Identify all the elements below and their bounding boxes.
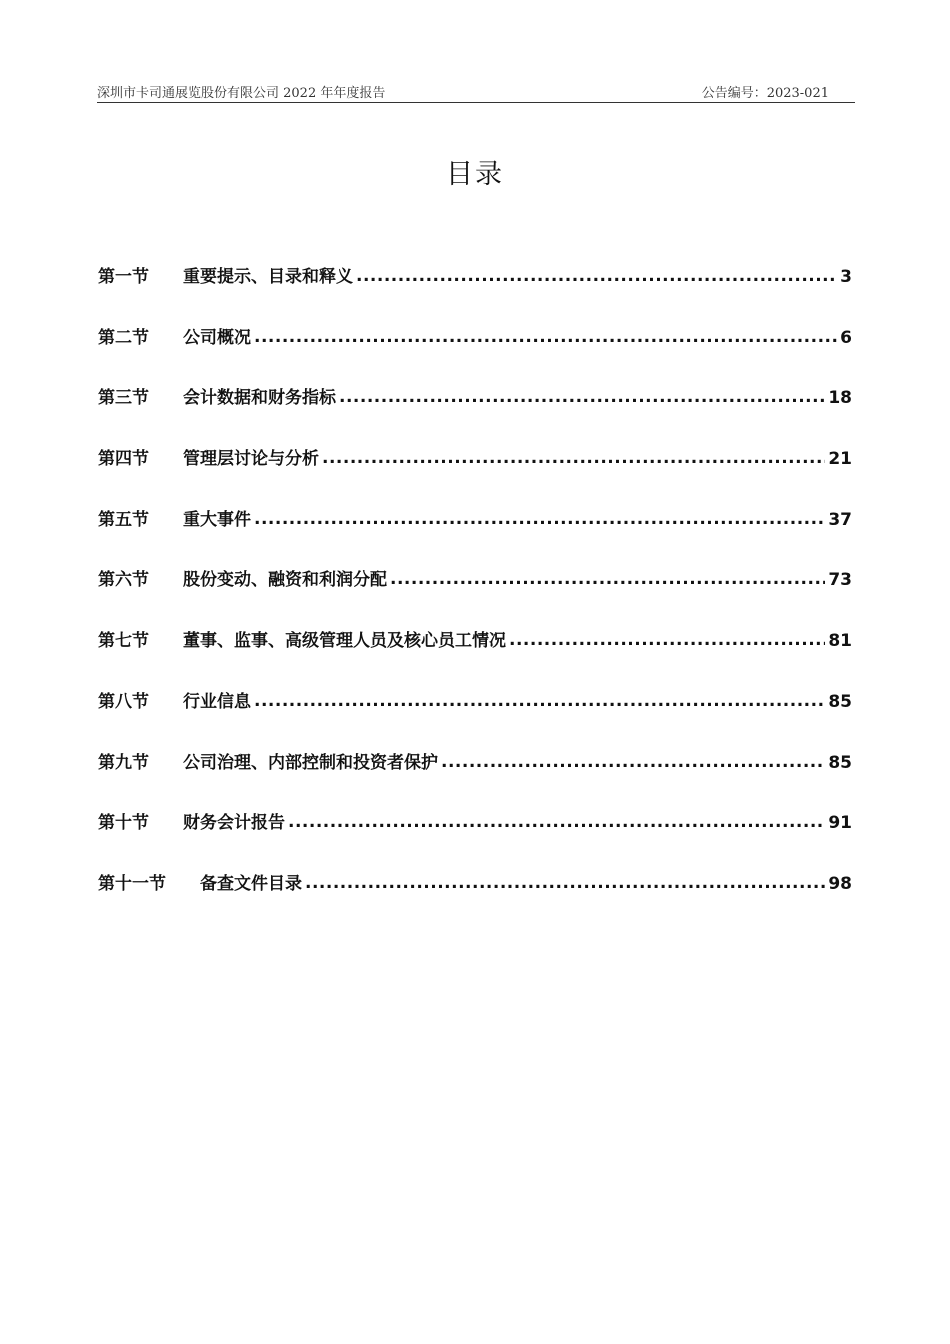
toc-dot-leader <box>441 752 825 772</box>
toc-list <box>98 262 852 930</box>
toc-section-number: 第二节 <box>98 327 149 348</box>
toc-section-number: 第四节 <box>98 449 149 470</box>
toc-entry-2[interactable] <box>98 323 852 384</box>
toc-section-number: 第九节 <box>98 752 149 773</box>
toc-section-number: 第八节 <box>98 691 149 712</box>
toc-section-label: 董事、监事、高级管理人员及核心员工情况 <box>183 631 506 652</box>
toc-section-label: 公司概况 <box>183 327 251 348</box>
toc-dot-leader <box>254 509 825 529</box>
toc-section-label: 管理层讨论与分析 <box>183 449 319 470</box>
toc-section-label: 行业信息 <box>183 691 251 712</box>
header-announcement-number: 公告编号：2023-021 <box>701 86 829 101</box>
toc-entry-1[interactable] <box>98 262 852 323</box>
toc-section-label: 重要提示、目录和释义 <box>183 267 353 287</box>
toc-entry-11[interactable] <box>98 869 852 930</box>
toc-page-number: 81 <box>828 631 852 652</box>
toc-section-number: 第一节 <box>98 267 149 287</box>
toc-entry-3[interactable] <box>98 383 852 444</box>
page-header <box>97 80 855 103</box>
toc-dot-leader <box>254 691 825 711</box>
toc-dot-leader <box>288 812 825 832</box>
toc-page-number: 6 <box>840 327 852 348</box>
toc-dot-leader <box>390 569 825 589</box>
toc-dot-leader <box>339 387 825 407</box>
toc-entry-9[interactable] <box>98 748 852 809</box>
toc-page-number: 18 <box>828 388 852 409</box>
toc-section-label: 重大事件 <box>183 509 251 530</box>
header-report-title: 深圳市卡司通展览股份有限公司 2022 年年度报告 <box>97 86 386 101</box>
toc-page-number: 98 <box>828 873 852 894</box>
toc-section-label: 股份变动、融资和利润分配 <box>183 570 387 591</box>
toc-section-label: 备查文件目录 <box>200 873 302 894</box>
toc-section-number: 第六节 <box>98 570 149 591</box>
toc-dot-leader <box>305 873 825 893</box>
toc-section-number: 第七节 <box>98 631 149 652</box>
toc-page-number: 91 <box>828 813 852 834</box>
toc-dot-leader <box>356 266 837 286</box>
toc-entry-7[interactable] <box>98 626 852 687</box>
toc-section-number: 第五节 <box>98 509 149 530</box>
toc-dot-leader <box>254 327 837 347</box>
toc-section-number: 第十一节 <box>98 873 166 894</box>
toc-section-label: 财务会计报告 <box>183 813 285 834</box>
toc-page-number: 73 <box>828 570 852 591</box>
toc-page-number: 85 <box>828 691 852 712</box>
toc-section-label: 会计数据和财务指标 <box>183 388 336 409</box>
toc-dot-leader <box>509 630 825 650</box>
toc-page-number: 3 <box>840 267 852 287</box>
toc-page-number: 21 <box>828 449 852 470</box>
toc-entry-5[interactable] <box>98 505 852 566</box>
toc-title: 目录 <box>446 159 504 190</box>
toc-dot-leader <box>322 448 825 468</box>
toc-entry-8[interactable] <box>98 687 852 748</box>
toc-entry-10[interactable] <box>98 808 852 869</box>
toc-section-label: 公司治理、内部控制和投资者保护 <box>183 752 438 773</box>
toc-page-number: 85 <box>828 752 852 773</box>
toc-entry-4[interactable] <box>98 444 852 505</box>
toc-page-number: 37 <box>828 509 852 530</box>
toc-section-number: 第三节 <box>98 388 149 409</box>
toc-entry-6[interactable] <box>98 565 852 626</box>
toc-section-number: 第十节 <box>98 813 149 834</box>
